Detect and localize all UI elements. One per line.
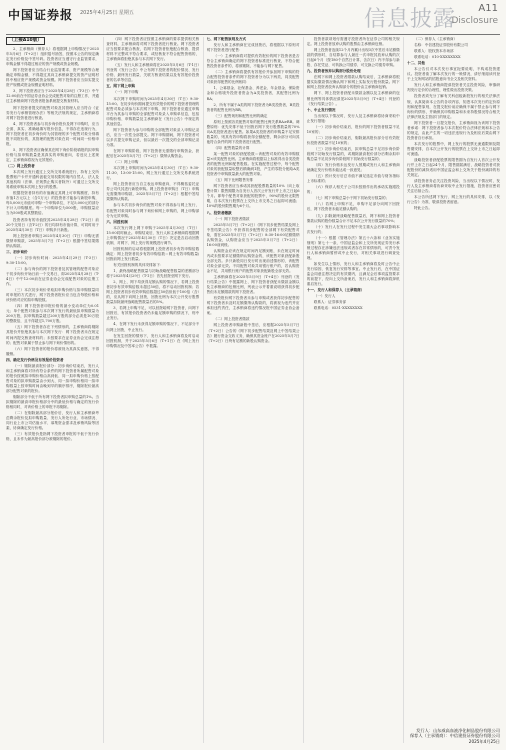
article-column — [307, 37, 400, 743]
paragraph: （二）在剔除最高部分报价后，发行人和主承销商考虑剩余报价及拟申购数量、发行人所处行业、市场情况、同行业上市公司估值水平、募集资金需求及承销风险等因素，协商确定发行价格。 — [6, 411, 99, 431]
paragraph: 网下投资者为参与申购的全部配售对象录入申购记录后，应当一次性全部提交。网下申购期间，网下投资者可以多次提交申购记录，但以最后一次提交的全部申购记录为准。 — [106, 127, 200, 147]
paragraph: 发行人和主承销商在完成回拨后，将根据以下原则对网下投资者进行配售： — [206, 43, 300, 53]
paragraph: 在发生回拨的情形下，发行人和主承销商将及时启动回拨机制，并于2025年5月6日（T+1日）在《网上发行申购情况及中签率公告》中披露。 — [106, 333, 200, 348]
paragraph: 请投资者务必关注投资风险，当出现以下情况时，发行人及主承销商将协商采取中止发行措施，投资者应密切关注后续公告。 — [407, 179, 500, 194]
issue-date: 2025年4月25日 星期五 — [80, 10, 134, 16]
paragraph: 发行人和主承销商提请投资者关注投资风险，审慎研判发行定价的合理性，理性做出投资决策。 — [407, 83, 500, 93]
paragraph: 网上投资者申购新股中签后，应根据2025年5月7日（T+2日）公告的《网下初步配售结果及网上中签结果公告》履行资金交收义务，确保其资金账户在2025年5月7日（T+2日）日终有足额的新股认购资金。 — [206, 323, 300, 343]
paragraph: 联系人：股权资本市场部 — [414, 49, 454, 54]
paragraph: 主承销商将在2025年5月9日（T+4日）刊登的《发行结果公告》中披露网上、网下投资者获配未缴款金额以及主承销商的包销比例，列表公示并着重说明获得初步配售但未足额缴款的网下投资者。 — [206, 275, 300, 295]
paragraph: 原则上按照各类配售对象的配售比例关系RA≥RB。调整原则：优先安排不低于回拨后网下发行股票数量的70%向A类投资者进行配售。如果A类投资者的申购量不足安排数量的，则其有效申购将获得全额配售，剩余部分可向其他符合条件的网下投资者进行配售。 — [206, 119, 300, 144]
paragraph: 认购资金应该在规定时间内足额到账，未在规定时间内或未按要求足额缴纳认购资金的，该配售对象获配新股全部无效。多只新股同日发行时出现前述情形的，该配售对象全部无效。不同配售对象共用银行账户的，若认购资金不足，共用银行账户的配售对象获配新股全部无效。 — [206, 248, 300, 274]
paragraph: 投资者款项划付需遵守投资者所在证券公司的相关规定。网上投资者放弃认购的股票由主承销商包销。 — [306, 37, 400, 47]
article-column — [106, 37, 199, 743]
paragraph: 特此公告。 — [414, 206, 432, 211]
paragraph: 剔除部分不低于所有网下投资者拟申购总量的1%。当拟剔除的最高申报价格部分中的最低价格与确定的发行价格相同时，对该价格上的申报不再剔除。 — [6, 395, 99, 410]
paragraph: 2、主承销商（保荐人）将根据网上申购情况于2025年5月6日（T+2日）组织摇号抽签，按照本公告的规定确定发行价格及中签号码。投资者应当遵守行业监管要求，申购金额不得超过相应的资产规模或资金规模。 — [6, 47, 99, 67]
paragraph: （二）保荐人（主承销商） — [414, 37, 458, 41]
paragraph: （九）扣除最终战略配售数量后，网下和网上投资者缴款认购的股份数量合计不足本次公开发行数量的70%； — [306, 213, 400, 223]
section-heading: 十、中止发行情况 — [306, 107, 336, 112]
paragraph: （二）参与询价的网下投资者及其管理的配售对象应于初步询价开始日前一个交易日，即2025年4月28日（T-4日）中午12:00前在证券业协会完成配售对象的注册工作。 — [6, 266, 99, 287]
section-heading: 九、投资者放弃认购部分股份处理 — [306, 69, 361, 74]
underwriter-signature: 保荐人（主承销商）：中信建投证券股份有限公司 — [409, 733, 500, 739]
section-heading: 十二、其他 — [407, 61, 425, 66]
paragraph: 联系电话：0531-XXXXXXXX — [313, 306, 363, 311]
paragraph: 在网下申购阶段，网下投资者无需缴付申购资金，获配后在2025年5月7日（T+2日）缴纳认购资金。 — [106, 148, 200, 159]
section-heading: 六、回拨机制 — [106, 219, 128, 224]
paragraph: 战略投资者获配股票的限售期为自发行人首次公开发行并上市之日起24个月，限售期届满后，战略投资者对获配股份的减持适用中国证监会和上交所关于股份减持的有关规定。 — [407, 158, 500, 178]
paragraph: （七）网下申购总量小于网下初始发行数量的； — [313, 196, 390, 201]
header-divider — [6, 34, 500, 35]
paragraph: 有效报价网下投资者未参与申购或者获得初步配售的网下投资者未及时足额缴纳认购款的，将被视为违约并应承担违约责任，主承销商将违约情况报中国证券业协会备案。 — [206, 296, 300, 316]
paragraph: （二）网上申购 — [113, 160, 139, 165]
column-divider — [103, 37, 104, 743]
column-divider — [403, 37, 404, 743]
issuer-signature: 发行人：山东威高血液净化制品股份有限公司 — [416, 727, 500, 733]
paragraph: 联系人：证券事务部 — [313, 300, 347, 305]
page-number: A11 — [478, 3, 498, 14]
paragraph: 投资者持有的市值按其2025年4月28日（T-2日）前20个交易日（含T-2日）的日均持有市值计算，可同时用于2025年4月30日（T日）申购多只新股。 — [6, 217, 99, 232]
paragraph: 网下、网上投资者获配未缴款金额以及主承销商的包销比例等具体情况请见2025年5月9日（T+4日）刊登的《发行结果公告》。 — [306, 91, 400, 106]
paragraph: （五）网下比例限售安排 — [213, 178, 254, 183]
paragraph: （四）网下投资者申报价格的最小变动单位为0.01元；单个配售对象参与本次网下发行的最低拟申购数量为200万股，拟申购数量超过200万股的部分必须是10万股的整数倍，且不得超过1,700万股。 — [6, 304, 99, 324]
paragraph: （五）预计发行后总市值不满足选定市值与财务指标上市标准的； — [306, 174, 400, 184]
paragraph: 在网下和网上投资者缴款认购结束后，主承销商将根据实际缴款情况确认网下和网上实际发行股份数量。网下和网上投资者放弃认购部分的股份由主承销商包销。 — [306, 75, 400, 90]
paragraph: （三）配售规则和配售比例的确定 — [213, 113, 268, 118]
paragraph: （一）主承销商将对提供有效报价的网下投资者是否符合主承销商确定的网下投资者标准进行核查，不符合配售投资者条件的，将被剔除，不能参与网下配售。 — [206, 54, 300, 69]
section-heading: 三、初步询价 — [6, 249, 28, 254]
paragraph: （一）初步询价时间：2025年4月29日（T-3日）9:30-15:00。 — [6, 255, 99, 265]
masthead — [0, 0, 506, 34]
paragraph: 本次网上发行通过上交所交易系统进行，持有上交所股票账户卡并开通科创板交易权限的境内自然人、法人及其他机构（法律、法规禁止购买者除外）可通过上交所交易系统申购本次网上发行的股票。 — [6, 170, 99, 190]
paragraph: 联系电话：010-XXXXXXXX — [414, 55, 461, 60]
section-heading: （二）网上投资者 — [6, 164, 35, 169]
section-english-title: Disclosure — [451, 16, 498, 26]
paragraph: （十）发行人在发行过程中发生重大会后事项影响本次发行的； — [306, 224, 400, 234]
paragraph: （四）发行价格未达发行人预期或发行人和主承销商就确定发行价格未能达成一致意见； — [306, 163, 400, 173]
paragraph: （三）本次初步询价采取拟申购价格与拟申购数量同时申报的方式进行，网下投资者报价应当包含每股价格和该价格对应的拟申购股数。 — [6, 288, 99, 303]
paragraph: （二）初步询价结束后，剔除最高报价部分后有效报价投资者数量不足10家的； — [306, 135, 400, 145]
paragraph: 3、若网上申购不足，可以回拨给网下投资者，向网下回拨后，有效报价投资者仍未能足额申购的情况下，则中止发行。 — [106, 306, 200, 321]
paragraph: （一）网下申购 — [113, 90, 139, 95]
paragraph: （一）发行人 — [313, 294, 336, 299]
paragraph: 网下投资者一旦提交报价，主承销商视为该网下投资者承诺：网下投资者参与本次报价符合法律法规和本公告的规定，由此产生的一切违法违规行为及相应后果由网下投资者自行承担。 — [407, 120, 500, 140]
paragraph: 本公告仅对本次发行事宜扼要说明，不构成投资建议。投资者欲了解本次发行的一般情况，请仔细阅读刊登于上交所网站的招股意向书全文及相关资料。 — [407, 67, 500, 82]
paragraph: 3、网下投资者应当于2025年4月28日（T-3日）中午12:00前在中国证券业协会完成配售对象的注册工作，并通过主承销商网下投资者报备系统提交核查材料。 — [6, 89, 99, 104]
signature-block — [408, 728, 500, 744]
paragraph: 有关回拨机制的具体安排如下： — [113, 262, 164, 267]
paragraph: 名称：中信建投证券股份有限公司 — [414, 43, 468, 48]
newspaper-name: 中国证券报 — [8, 8, 74, 22]
paragraph: 当出现以下情况时，发行人及主承销商将协商采取中止发行措施： — [306, 113, 400, 123]
section-heading: 八、投资者缴款 — [206, 210, 232, 215]
section-title: 信息披露 — [363, 7, 456, 32]
signature-date: 2025年4月25日 — [468, 738, 500, 744]
section-heading: 四、确定发行价格及有效报价投资者 — [6, 357, 64, 362]
paragraph: 本公告所述网下发行、网上发行的具体安排，以《发行公告》为准，敬请投资者留意。 — [407, 195, 500, 205]
paragraph: （八）若网上申购不足，申购不足部分向网下回拨后，网下投资者未能足额认购的； — [306, 202, 400, 212]
article-column — [407, 37, 500, 743]
paragraph: （二）主承销商将提供有效报价并参加网下申购的符合配售投资者条件的网下投资者分为以下两类，同类配售对象获得配售的比例相同： — [206, 70, 300, 85]
paragraph: （四）网下投资者应按照主承销商的要求提供相关核查材料，主承销商将对网下投资者进行核查。网下投资者应当按要求配合核查，若网下投资者拒绝配合核查、提供材料不完整或不符合要求，或经核查不符合配售资格的，主承销商将拒绝其参与本次网下发行。 — [106, 37, 200, 62]
paragraph: 参与本次初步询价的配售对象不得再参与网上发行，若配售对象同时参与网下询价和网上申购的，网上申购部分为无效申购。 — [106, 203, 200, 218]
section-heading: 十一、发行人和保荐人（主承销商） — [306, 288, 365, 293]
column-divider — [303, 37, 304, 743]
paragraph: （五）发行人和主承销商将在2025年5月6日（T-1日）刊登的《发行公告》中公布网下投资者的报价情况、发行价格、最终发行数量、关联方核查结果以及有效报价投资者的名单等信息。 — [106, 63, 200, 83]
paragraph: 网上投资者应当自主表达申购意向，不得概括委托证券公司代其进行新股申购。网上投资者申购日（T日）申购无需缴纳申购款，2025年5月7日（T+2日）根据中签结果缴纳认购款。 — [106, 182, 200, 202]
paragraph: （二）网上投资者缴款 — [213, 317, 250, 322]
paragraph: 1、最终战略配售数量与初始战略配售数量的差额部分将于2025年4月29日（T-1日）首先回拨至网下发行。 — [106, 269, 200, 279]
paragraph: 1、公募基金、社保基金、养老金、年金基金、保险资金和合格境外投资者资金为A类投资者，其配售比例为RA； — [206, 86, 300, 101]
paragraph: 2、所有不属于A类的网下投资者为B类投资者，B类投资者的配售比例为RB。 — [206, 102, 300, 112]
column-divider — [203, 37, 204, 743]
paragraph: 某一配售对象的获配股数＝该配售对象的有效申购数量×该类配售比例。主承销商将根据以上标准得出各类投资者的配售比例和配售股数。在实施配售过程中，每个配售对象的获配数量取整后精确到1股，产生的零股分配给A类投资者中申购数量最大的配售对象。 — [206, 151, 300, 177]
paragraph: （一）初步询价结束后，报价的网下投资者数量不足10家的； — [306, 124, 400, 134]
paragraph: 本次网上申购时间为2025年4月30日（T日）9:30-11:30、13:00-15:00。网上发行通过上交所交易系统进行。 — [106, 166, 200, 181]
paragraph: 投资者须充分了解有关科创板新股发行的相关法律法规，认真阅读本公告的各项内容，知悉本次发行的定价原则和配售原则，在提交报价前应确保不属于禁止参与网下询价的情形，并确保其申购数量和未来持股情况符合相关法律法规及主管部门的规定。 — [407, 94, 500, 119]
paragraph: 2、网上、网下均获得足额认购的情况下，若网上投资者初步有效申购倍数未超过50倍，将不启动回拨机制；若网上投资者初步有效申购倍数超过50倍但低于100倍（含）的，应从网下向网上回拨，回拨比例为本次公开发行股票数量扣除最终战略配售数量后的5%。 — [106, 280, 200, 305]
paragraph: 回拨机制的启动将根据网上投资者初步有效申购倍数确定：网上投资者初步有效申购倍数＝网上有效申购数量/回拨前网上发行数量。 — [106, 246, 200, 261]
paragraph: 根据投资者持有的市值确定其网上可申购额度，持有市值1万元以上（含1万元）的投资者才能参与新股申购，每5,000元市值可申购一个申购单位，不足5,000元的部分不计入申购额度。每一个申购单位为500股，申购数量应当为500股或其整数倍。 — [6, 191, 99, 216]
paragraph: 网下投资者提交的配售对象及其管理人应当符合《证券发行与承销管理办法》等相关法规的规定，主承销商将对网下投资者进行核查。 — [6, 105, 99, 120]
paragraph: （十一）根据《管理办法》第五十六条和《业务实施细则》第七十一条，中国证监会和上交所发现证券发行承销过程存在涉嫌违法违规或者存在异常情形的，可责令发行人和承销商暂停或中止发行，对相关事项进行调查处理。 — [306, 235, 400, 260]
paragraph: 4、在网下发行未获得足额申购的情况下，不足部分不向网上回拨，中止发行。 — [106, 322, 200, 332]
paragraph: 4、网下投资者参与初步询价报价及网下申购时，应当全面、真实、准确地填写报价信息，不得存在违规行为，网下投资者在初步询价时为其管理的多个配售对象分别填报不同报价的，其管理的配售对象在同一时间同一价格申报。 — [6, 121, 99, 146]
paragraph: （一）网下投资者缴款 — [213, 216, 250, 221]
paragraph: （五）网下投资者存在下列情形的，主承销商将剔除其报价并拒绝其参与本次网下发行：网下投资者未在规定时间内提交核查材料的；未按要求在证券业协会完成注册的；配售对象属于禁止参与网下询价情形的。 — [6, 325, 99, 345]
paragraph: 本次发行网上网下申购于2025年4月30日（T日）15:00同时截止。申购结束后，发行人和主承销商将根据网上申购情况于2025年4月30日（T日）决定是否启动回拨机制，对网下、网上发行的规模进行调节。 — [106, 225, 200, 245]
paragraph: 本次网下申购时间为2025年4月30日（T日）9:30-15:00。在初步询价期间提交有效报价的网下投资者管理的配售对象必须参与本次网下申购，网下投资者应通过申购平台为其参与申购的全部配售对象录入申购单信息，包括申购价格、申购数量及主承销商在《发行公告》中规定的其他信息。 — [106, 96, 200, 126]
paragraph: （六）网下投资者的报价将被视为其真实意愿，不得撤销。 — [6, 346, 99, 356]
article-body — [6, 37, 500, 743]
paragraph: 网下投资者应当结合行业监管要求、资产规模等合理确定申购金额，不得超过其向主承销商提交的资产证明材料中相应资产规模或资金规模。网下投资者应当如实提交资产规模或资金规模证明材料。 — [6, 68, 99, 88]
paragraph: 网下投资者应当承诺其获配股票数量的10%（向上取整计算）限售期限为自发行人首次公开发行并上市之日起6个月。即每个配售对象获配的股票中，90%的股份无限售期，自本次发行股票在上交所上市交易之日起即可流通；10%的股份限售期为6个月。 — [206, 184, 300, 209]
paragraph: （四）配售数量的计算 — [213, 145, 250, 150]
paragraph: 网上投资者申购日2025年4月30日（T日）申购无需缴纳申购款，2025年5月7日（T+2日）根据中签结果缴纳认购款。 — [6, 233, 99, 248]
paragraph: （一）剔除最高报价部分：初步询价结束后，发行人和主承销商将对所有符合条件的网下投资者所属配售对象的报价按照拟申购价格由高到低、同一拟申购价格上按配售对象的拟申购数量由小到大、同一拟申购价格同一拟申购数量上按申购时间由晚到早的顺序排序，剔除报价最高部分配售对象的报价。 — [6, 363, 99, 393]
paragraph: 本次发行的股票中，网上发行的股票无流通限制及限售期安排，自本次公开发行的股票在上交所上市之日起即可流通。 — [407, 141, 500, 156]
article-column — [6, 37, 99, 743]
article-column — [207, 37, 300, 743]
paragraph: （六）保荐人相关子公司未按照作出的承诺实施跟投的； — [306, 185, 400, 195]
paragraph: 2025年5月7日（T+2日）《网下初步配售结果及网上中签结果公告》中获得初步配售的全部网下有效配售对象，需在2025年5月7日（T+2日）8:30-16:00足额缴纳认购资金，认购资金应当于2025年5月7日（T+2日）16:00前到账。 — [206, 222, 300, 247]
paragraph: （三）初步询价结束后，拟申购总量不足初步询价阶段网下初始发行数量的，或剔除最高报价部分后剩余拟申购总量不足初步询价阶段网下初始发行数量的； — [306, 146, 400, 162]
paragraph: 5、网下投资者应确保其在网下询价阶段填报的拟申购价格与拟申购数量是其真实的申购意向，若违反上述规定，主承销商将视为无效报价。 — [6, 147, 99, 162]
paragraph: 如发生以上情形，发行人和主承销商将及时公告中止发行原因、恢复发行安排等事宜。中止发行后，在中国证监会同意注册决定的有效期内，且满足会后事项监管要求的前提下，经向上交所备案后，发行人和主承销商将择机重启发行。 — [306, 261, 400, 287]
section-heading: 五、网下网上申购 — [106, 84, 135, 89]
paragraph: （三）有效报价是指网下投资者申报的不低于发行价格，且未作为最高报价部分被剔除的报价。 — [6, 432, 99, 442]
paragraph: 网上投资者连续12个月内累计出现3次中签后未足额缴款的情形时，自结算参与人最近一次申报其放弃认购的次日起6个月（按180个自然日计算，含次日）内不得参与新股、存托凭证、可转换公司债券、可交换公司债券申购。 — [306, 48, 400, 68]
continuation-tag: （上接A10版） — [6, 37, 45, 45]
section-heading: 七、网下配售原则及方式 — [206, 37, 247, 41]
